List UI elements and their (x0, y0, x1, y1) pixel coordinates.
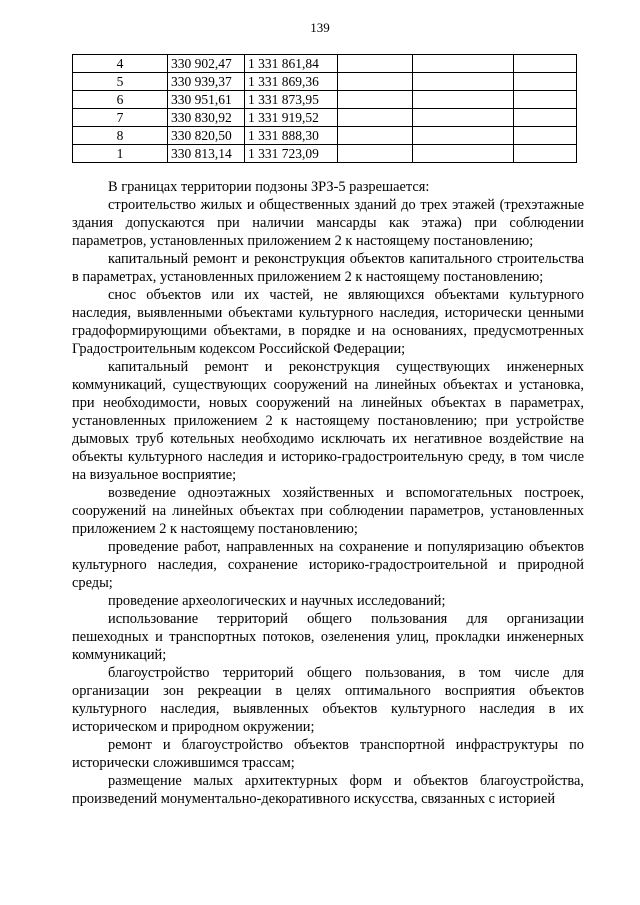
coordinate-y: 1 331 861,84 (245, 55, 338, 73)
paragraph: возведение одноэтажных хозяйственных и вспомогательных построек, сооружений на линейных объектах при соблюдении параметров, установленных приложением 2 к настоящему постановлению; (72, 485, 584, 537)
empty-cell (413, 73, 514, 91)
paragraph: размещение малых архитектурных форм и объектов благоустройства, произведений монументально-декоративного искусства, связанных с историей (72, 773, 584, 807)
paragraph: благоустройство территорий общего пользования, в том числе для организации зон рекреации в целях оптимального восприятия объектов культурного наследия, выявленных объектов культурного наследия в их историческом и природном окружении; (72, 665, 584, 735)
point-number: 4 (73, 55, 168, 73)
table-row (73, 55, 577, 73)
empty-cell (338, 127, 413, 145)
empty-cell (338, 55, 413, 73)
coordinate-y: 1 331 869,36 (245, 73, 338, 91)
empty-cell (514, 127, 577, 145)
empty-cell (413, 109, 514, 127)
paragraph: использование территорий общего пользования для организации пешеходных и транспортных потоков, озеленения улиц, прокладки инженерных коммуникаций; (72, 611, 584, 663)
coordinate-x: 330 902,47 (168, 55, 245, 73)
coordinate-x: 330 820,50 (168, 127, 245, 145)
paragraph: капитальный ремонт и реконструкция существующих инженерных коммуникаций, существующих сооружений на линейных объектах и установка, при необходимости, новых сооружений на линейных объектах в параметрах, установленных приложением 2 к настоящему постановлению; при устройстве дымовых труб котельных необходимо исключать их негативное воздействие на объекты культурного наследия и историко-градостроительную среду, в том числе на визуальное восприятие; (72, 359, 584, 483)
empty-cell (514, 109, 577, 127)
empty-cell (413, 127, 514, 145)
empty-cell (338, 109, 413, 127)
empty-cell (338, 73, 413, 91)
coordinate-x: 330 813,14 (168, 145, 245, 163)
paragraph: строительство жилых и общественных зданий до трех этажей (трехэтажные здания допускаются при наличии мансарды как этажа) при соблюдении параметров, установленных приложением 2 к настоящему постановлению; (72, 197, 584, 249)
document-body (72, 178, 584, 808)
table-row (73, 127, 577, 145)
point-number: 6 (73, 91, 168, 109)
coordinate-x: 330 939,37 (168, 73, 245, 91)
paragraph: снос объектов или их частей, не являющихся объектами культурного наследия, выявленными объектами культурного наследия, исторически ценными градоформирующими объектами, в порядке и на основаниях, предусмотренных Градостроительным кодексом Российской Федерации; (72, 287, 584, 357)
empty-cell (514, 91, 577, 109)
coordinates-table (72, 54, 577, 163)
empty-cell (338, 145, 413, 163)
table-row (73, 91, 577, 109)
paragraph: проведение археологических и научных исследований; (108, 593, 446, 609)
coordinate-y: 1 331 888,30 (245, 127, 338, 145)
table-row (73, 73, 577, 91)
coordinate-y: 1 331 723,09 (245, 145, 338, 163)
table-row (73, 145, 577, 163)
point-number: 5 (73, 73, 168, 91)
empty-cell (514, 55, 577, 73)
table-row (73, 109, 577, 127)
point-number: 7 (73, 109, 168, 127)
empty-cell (514, 73, 577, 91)
coordinate-y: 1 331 919,52 (245, 109, 338, 127)
coordinate-x: 330 951,61 (168, 91, 245, 109)
empty-cell (338, 91, 413, 109)
paragraph: капитальный ремонт и реконструкция объектов капитального строительства в параметрах, установленных приложением 2 к настоящему постановлению; (72, 251, 584, 285)
empty-cell (514, 145, 577, 163)
coordinate-y: 1 331 873,95 (245, 91, 338, 109)
empty-cell (413, 145, 514, 163)
empty-cell (413, 91, 514, 109)
paragraph: проведение работ, направленных на сохранение и популяризацию объектов культурного наследия, сохранение историко-градостроительной и природной среды; (72, 539, 584, 591)
point-number: 8 (73, 127, 168, 145)
coordinate-x: 330 830,92 (168, 109, 245, 127)
paragraph-intro: В границах территории подзоны ЗРЗ-5 разрешается: (108, 179, 430, 195)
paragraph: ремонт и благоустройство объектов транспортной инфраструктуры по исторически сложившимся трассам; (72, 737, 584, 771)
point-number: 1 (73, 145, 168, 163)
empty-cell (413, 55, 514, 73)
page-number: 139 (310, 20, 330, 35)
